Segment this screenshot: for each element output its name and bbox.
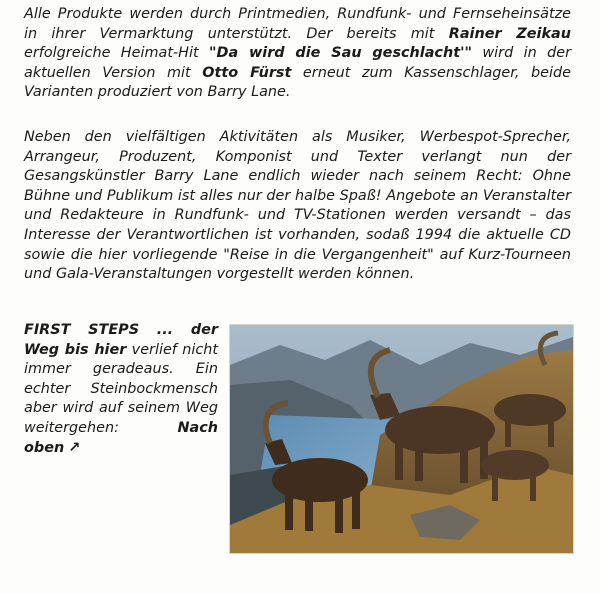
name-rainer-zeikau: Rainer Zeikau [448,25,571,42]
intro-paragraph [24,5,571,103]
career-paragraph: Neben den vielfältigen Aktivitäten als Musiker, Werbespot-Sprecher, Arrangeur, Produzent, Komponist und Texter verlangt nun der Gesangskünstler Barry Lane endlich wieder nach seinem Recht: Ohne Bühne und Publikum ist alles nur der halbe Spaß! Angebote an Veranstalter und Redakteure in Rundfunk- und TV-Stationen werden versandt – das Interesse der Verantwortlichen ist vorhanden, sodaß 1994 die aktuelle CD sowie die hier vorliegende "Reise in die Vergangenheit" auf Kurz-Tourneen und Gala-Veranstaltungen vorgestellt werden können. [24,129,571,283]
text-span: erneut zum Kassenschlager, beide Varianten produziert von Barry Lane. [24,64,571,101]
text-span: verlief nicht immer geradeaus. Ein echter Steinbockmensch aber wird auf seinem Weg weitergehen: [24,341,218,436]
nach-oben-text: Nach oben [24,419,218,456]
text-span: wird in der aktuellen Version mit [24,45,571,81]
sidebar-caption [24,321,218,458]
name-otto-fuerst: Otto Fürst [202,64,292,81]
ibex-photo [229,324,574,554]
first-steps-heading: FIRST STEPS ... der Weg bis hier [24,322,218,358]
arrow-up-right-icon: ↗ [68,439,81,456]
song-title: "Da wird die Sau geschlacht'" [209,45,472,62]
ibex-illustration [230,325,573,553]
text-span: Alle Produkte werden durch Printmedien, Rundfunk- und Fernseheinsätze in ihrer Vermarktung unterstützt. Der bereits mit [24,6,571,42]
text-span: erfolgreiche Heimat-Hit [24,45,210,62]
